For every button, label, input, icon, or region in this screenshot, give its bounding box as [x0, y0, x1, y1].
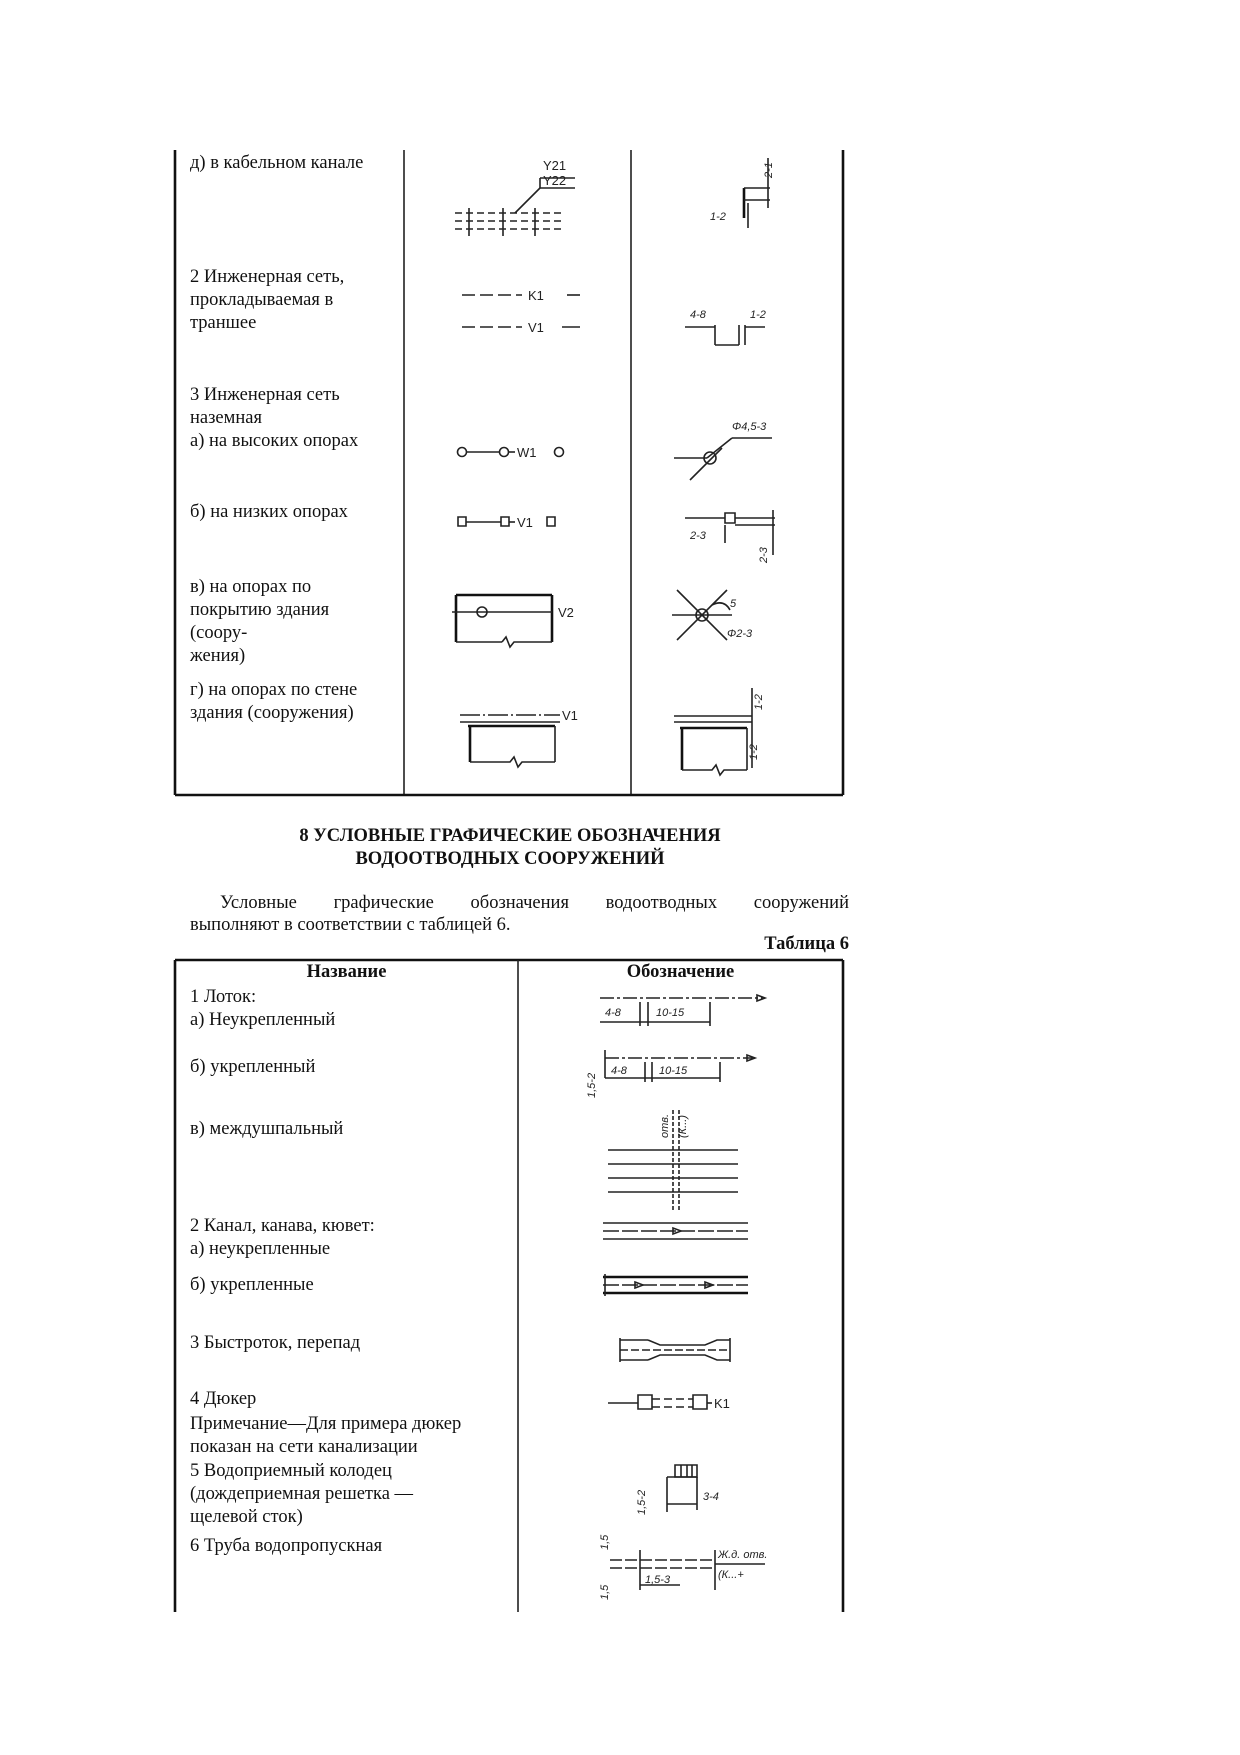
row-name-culvert-pipe: 6 Труба водопропускная — [190, 1536, 383, 1556]
table-caption: Таблица 6 — [764, 934, 849, 954]
dim-tray-r-3: 10-15 — [659, 1065, 688, 1077]
row-name-channel-reinforced: б) укрепленные — [190, 1275, 314, 1295]
dim-pipe-2: 1,5 — [599, 1584, 611, 1600]
row-name-tray-unreinforced: а) Неукрепленный — [190, 1010, 336, 1030]
label-k1-siphon: K1 — [714, 1396, 730, 1411]
dim-tray-r-1: 1,5-2 — [586, 1072, 598, 1098]
rapid-symbol — [620, 1332, 750, 1372]
dim-pipe-4: Ж.д. отв. — [718, 1549, 768, 1561]
dim-tray-r-2: 4-8 — [611, 1065, 627, 1077]
row-name-low-supports: б) на низких опорах — [190, 502, 348, 522]
dim-sleepers-1: отв. — [659, 1113, 671, 1138]
row-name-channel-unreinforced: а) неукрепленные — [190, 1239, 331, 1259]
dim-sleepers-2: (К...) — [677, 1115, 689, 1138]
siphon-symbol — [608, 1388, 748, 1418]
row-name-wall-supports: г) на опорах по стене здания (сооружения) — [190, 680, 358, 723]
dim-pipe-3: 1,5-3 — [645, 1574, 671, 1586]
tray-reinforced-symbol — [585, 1048, 785, 1108]
label-v2: V2 — [558, 605, 574, 620]
row-name-trench-network: 2 Инженерная сеть, прокладываемая в траншее — [190, 267, 345, 333]
dim-low-1: 2-3 — [690, 530, 706, 542]
tray-unreinforced-symbol — [600, 990, 780, 1040]
dim-roof-2: Φ2-3 — [727, 628, 753, 640]
section-paragraph-line2: выполняют в соответствии с таблицей 6. — [190, 915, 511, 935]
dim-tray-2: 10-15 — [656, 1007, 685, 1019]
dim-trench-2: 1-2 — [750, 309, 766, 321]
dim-high: Φ4,5-3 — [732, 421, 767, 433]
label-y22: Y22 — [543, 173, 567, 188]
paragraph-word: сооружений — [753, 893, 849, 913]
dim-wall-1: 1-2 — [753, 694, 765, 710]
dim-pipe-1: 1,5 — [599, 1534, 611, 1550]
row-name-high-supports: а) на высоких опорах — [190, 431, 359, 451]
row-name-roof-supports: в) на опорах по покрытию здания (соору- жения) — [190, 577, 330, 666]
row-name-water-intake-well: 5 Водоприемный колодец (дождеприемная решетка — щелевой сток) — [190, 1461, 414, 1527]
label-y21: Y21 — [543, 158, 567, 173]
label-k1: K1 — [528, 288, 544, 303]
dim-well-1: 1,5-2 — [636, 1489, 648, 1515]
row-name-tray-between-sleepers: в) междушпальный — [190, 1119, 344, 1139]
row-name-rapid: 3 Быстроток, перепад — [190, 1333, 361, 1353]
label-v1: V1 — [528, 320, 544, 335]
table6-header-name: Название — [306, 962, 387, 982]
row-note-siphon: Примечание—Для примера дюкер показан на сети канализации — [190, 1414, 462, 1457]
paragraph-word: Условные — [220, 893, 297, 913]
water-intake-well-symbol — [625, 1460, 735, 1520]
dim-roof-1: 5 — [730, 598, 737, 610]
channel-reinforced-symbol — [603, 1272, 763, 1302]
paragraph-word: обозначения — [470, 893, 569, 913]
dim-pipe-5: (К...+ — [718, 1569, 744, 1581]
section-heading-line1: 8 УСЛОВНЫЕ ГРАФИЧЕСКИЕ ОБОЗНАЧЕНИЯ — [299, 826, 721, 846]
label-w1: W1 — [517, 445, 537, 460]
dim-trench-1: 4-8 — [690, 309, 706, 321]
row-name-siphon: 4 Дюкер — [190, 1389, 257, 1409]
dim-well-2: 3-4 — [703, 1491, 719, 1503]
row-name-surface-network: 3 Инженерная сеть наземная — [190, 385, 340, 428]
label-v1-wall: V1 — [562, 708, 578, 723]
channel-unreinforced-symbol — [603, 1218, 763, 1248]
label-v1-low: V1 — [517, 515, 533, 530]
row-name-channel: 2 Канал, канава, кювет: — [190, 1216, 375, 1236]
row-name-tray-reinforced: б) укрепленный — [190, 1057, 316, 1077]
dim-cable-2: 2-1 — [763, 162, 775, 178]
table6-header-symbol: Обозначение — [626, 962, 735, 982]
paragraph-word: водоотводных — [605, 893, 718, 913]
tray-between-sleepers-symbol — [608, 1100, 758, 1210]
culvert-pipe-symbol — [600, 1530, 780, 1610]
row-name-cable-channel: д) в кабельном канале — [190, 153, 364, 173]
dim-low-2: 2-3 — [758, 547, 770, 563]
dim-wall-2: 1-2 — [748, 744, 760, 760]
paragraph-word: графические — [333, 893, 434, 913]
row-name-tray: 1 Лоток: — [190, 987, 257, 1007]
section-heading-line2: ВОДООТВОДНЫХ СООРУЖЕНИЙ — [355, 849, 665, 869]
dim-cable-1: 1-2 — [710, 211, 726, 223]
dim-tray-1: 4-8 — [605, 1007, 621, 1019]
